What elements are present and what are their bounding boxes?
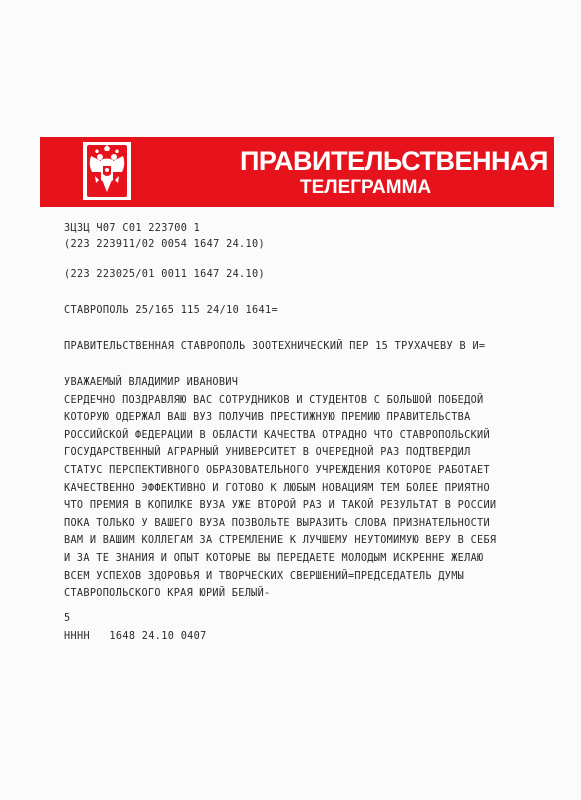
body-line: И ЗА ТЕ ЗНАНИЯ И ОПЫТ КОТОРЫЕ ВЫ ПЕРЕДАЕТЕ МОЛОДЫМ ИСКРЕННЕ ЖЕЛАЮ: [64, 552, 484, 564]
body-line: СТАВРОПОЛЬСКОГО КРАЯ ЮРИЙ БЕЛЫЙ-: [64, 588, 271, 600]
russian-coat-of-arms-icon: [83, 142, 131, 200]
body-line: СТАТУС ПЕРСПЕКТИВНОГО ОБРАЗОВАТЕЛЬНОГО УЧРЕЖДЕНИЯ КОТОРОЕ РАБОТАЕТ: [64, 464, 490, 476]
banner-title: ПРАВИТЕЛЬСТВЕННАЯ: [240, 146, 548, 176]
header-line-1: ЗЦЗЦ Ч07 С01 223700 1: [64, 223, 201, 234]
origin-line: СТАВРОПОЛЬ 25/165 115 24/10 1641=: [64, 305, 278, 316]
address-line: ПРАВИТЕЛЬСТВЕННАЯ СТАВРОПОЛЬ ЗООТЕХНИЧЕСКИЙ ПЕР 15 ТРУХАЧЕВУ В И=: [64, 341, 486, 352]
government-telegram-banner: [40, 137, 554, 207]
body-line: РОССИЙСКОЙ ФЕДЕРАЦИИ В ОБЛАСТИ КАЧЕСТВА ОТРАДНО ЧТО СТАВРОПОЛЬСКИЙ: [64, 429, 490, 441]
footer-page-number: 5: [64, 613, 71, 624]
body-line: КАЧЕСТВЕННО ЭФФЕКТИВНО И ГОТОВО К ЛЮБЫМ НОВАЦИЯМ ТЕМ БОЛЕЕ ПРИЯТНО: [64, 482, 490, 494]
header-line-2: (223 223911/02 0054 1647 24.10): [64, 239, 265, 250]
body-line: СЕРДЕЧНО ПОЗДРАВЛЯЮ ВАС СОТРУДНИКОВ И СТУДЕНТОВ С БОЛЬШОЙ ПОБЕДОЙ: [64, 394, 484, 406]
header-line-3: (223 223025/01 0011 1647 24.10): [64, 269, 265, 280]
body-line: ПОКА ТОЛЬКО У ВАШЕГО ВУЗА ПОЗВОЛЬТЕ ВЫРАЗИТЬ СЛОВА ПРИЗНАТЕЛЬНОСТИ: [64, 517, 490, 529]
body-line: ГОСУДАРСТВЕННЫЙ АГРАРНЫЙ УНИВЕРСИТЕТ В ОЧЕРЕДНОЙ РАЗ ПОДТВЕРДИЛ: [64, 447, 471, 459]
message-body: [64, 374, 496, 603]
body-line: ВАМ И ВАШИМ КОЛЛЕГАМ ЗА СТРЕМЛЕНИЕ К ЛУЧШЕМУ НЕУТОМИМУЮ ВЕРУ В СЕБЯ: [64, 535, 497, 547]
body-line: УВАЖАЕМЫЙ ВЛАДИМИР ИВАНОВИЧ: [64, 377, 239, 388]
footer-service-line: НННН 1648 24.10 0407: [64, 631, 207, 642]
body-line: КОТОРУЮ ОДЕРЖАЛ ВАШ ВУЗ ПОЛУЧИВ ПРЕСТИЖНУЮ ПРЕМИЮ ПРАВИТЕЛЬСТВА: [64, 412, 471, 424]
body-line: ЧТО ПРЕМИЯ В КОПИЛКЕ ВУЗА УЖЕ ВТОРОЙ РАЗ И ТАКОЙ РЕЗУЛЬТАТ В РОССИИ: [64, 500, 497, 512]
body-line: ВСЕМ УСПЕХОВ ЗДОРОВЬЯ И ТВОРЧЕСКИХ СВЕРШЕНИЙ=ПРЕДСЕДАТЕЛЬ ДУМЫ: [64, 570, 465, 582]
banner-subtitle: ТЕЛЕГРАММА: [300, 177, 432, 198]
